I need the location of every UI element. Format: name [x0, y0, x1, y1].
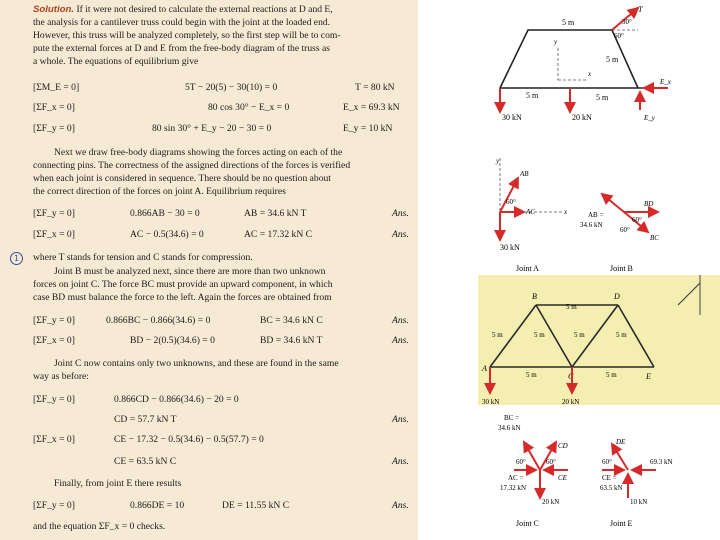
joint-c-label-ac-num: 17.32 kN [500, 484, 527, 492]
truss-dim-bc: 5 m [534, 331, 545, 339]
paragraph-solution-line-1 [33, 4, 333, 16]
p6-line: and the equation ΣF_x = 0 checks. [33, 521, 166, 532]
fbd-axis-y-label: y [554, 38, 558, 46]
eq2-label-1: [ΣF_x = 0] [33, 229, 75, 240]
truss-load-30-label: 30 kN [482, 398, 500, 406]
figure-joints-ce [478, 406, 720, 540]
joint-c-caption: Joint C [516, 519, 539, 528]
eq1-res-0: T = 80 kN [355, 82, 395, 93]
joint-b-label-bc: BC [650, 234, 659, 242]
eq3-eq-0: 0.866BC − 0.866(34.6) = 0 [106, 315, 211, 326]
eq2-eq-1: AC − 0.5(34.6) = 0 [130, 229, 204, 240]
eq1-label-2: [ΣF_y = 0] [33, 123, 75, 134]
truss-load-20-label: 20 kN [562, 398, 580, 406]
truss-background [478, 275, 720, 405]
fbd-axis-x-label: x [588, 70, 592, 78]
p1-line-3: pute the external forces at D and E from the free-body diagram of the truss as [33, 43, 331, 54]
eq4-ans-3: Ans. [392, 456, 409, 467]
truss-dim-ac: 5 m [526, 371, 537, 379]
eq4-label-0: [ΣF_y = 0] [33, 394, 75, 405]
joint-e-label-de: DE [616, 438, 626, 446]
eq3-eq-1: BD − 2(0.5)(34.6) = 0 [130, 335, 215, 346]
joint-a-caption: Joint A [516, 264, 539, 273]
eq1-eq-0: 5T − 20(5) − 30(10) = 0 [185, 82, 278, 93]
p1-line-4: a whole. The equations of equilibrium give [33, 56, 199, 67]
truss-node-b: B [532, 292, 537, 301]
joint-c-label-ce: CE [558, 474, 567, 482]
p3-line-3: case BD must balance the force to the left. Again the forces are obtained from [33, 292, 332, 303]
joint-c-label-bc: BC = [504, 414, 520, 422]
eq1-res-1: E_x = 69.3 kN [343, 102, 400, 113]
joint-e-force-de [612, 444, 628, 470]
eq2-eq-0: 0.866AB − 30 = 0 [130, 208, 200, 219]
fbd-dim-bottom-left: 5 m [526, 91, 539, 100]
eq5-label-0: [ΣF_y = 0] [33, 500, 75, 511]
joint-c-angle-2: 60° [546, 458, 556, 466]
eq3-ans-0: Ans. [392, 315, 409, 326]
joint-c-force-bc [524, 442, 540, 470]
truss-dim-bd: 5 m [566, 303, 577, 311]
p4-line-0: Joint C now contains only two unknowns, and these are found in the same [54, 358, 339, 369]
p1-line-0: If it were not desired to calculate the external reactions at D and E, [76, 4, 333, 15]
joint-e-label-ex: 69.3 kN [650, 458, 673, 466]
eq4-eq-3: CE = 63.5 kN C [114, 456, 177, 467]
eq1-label-1: [ΣF_x = 0] [33, 102, 75, 113]
joint-a-load-label: 30 kN [500, 243, 520, 252]
joint-c-load-label: 20 kN [542, 498, 560, 506]
joint-e-caption: Joint E [610, 519, 633, 528]
joint-b-caption: Joint B [610, 264, 633, 273]
joint-e-label-ce-num: 63.5 kN [600, 484, 623, 492]
p2-line-2: when each joint is considered in sequence. There should be no question about [33, 173, 331, 184]
eq2-res-1: AC = 17.32 kN C [244, 229, 313, 240]
joint-a-force-ab [500, 178, 518, 212]
joint-b-angle-2: 60° [620, 226, 630, 234]
p3-line-1: Joint B must be analyzed next, since there are more than two unknown [54, 266, 326, 277]
eq4-ans-1: Ans. [392, 414, 409, 425]
eq4-eq-0: 0.866CD − 0.866(34.6) − 20 = 0 [114, 394, 239, 405]
fbd-angle-30: 30° [622, 18, 632, 26]
truss-node-c: C [568, 372, 574, 381]
fbd-dim-side: 5 m [606, 55, 619, 64]
fbd-angle-60: 60° [614, 32, 624, 40]
figure-fbd-and-joints-ab [488, 0, 720, 273]
truss-dim-ab: 5 m [492, 331, 503, 339]
joint-c-label-ac: AC = [508, 474, 524, 482]
joint-b-force-ab [602, 194, 624, 212]
truss-node-d: D [614, 292, 620, 301]
p3-line-2: forces on joint C. The force BC must provide an upward component, in which [33, 279, 333, 290]
joint-c-angle-1: 60° [516, 458, 526, 466]
p2-line-0: Next we draw free-body diagrams showing the forces acting on each of the [54, 147, 343, 158]
fbd-dim-bottom-right: 5 m [596, 93, 609, 102]
fbd-label-ey: E_y [644, 114, 655, 122]
joint-a-axis-x: x [564, 208, 568, 216]
solution-label: Solution. [33, 4, 75, 15]
joint-a-label-ab: AB [520, 170, 529, 178]
p2-line-3: the correct direction of the forces on joint A. Equilibrium requires [33, 186, 286, 197]
joint-e-label-ce: CE = [602, 474, 617, 482]
fbd-load-20-label: 20 kN [572, 113, 592, 122]
eq1-eq-2: 80 sin 30° + E_y − 20 − 30 = 0 [152, 123, 272, 134]
p4-line-1: way as before: [33, 371, 89, 382]
joint-b-label-bd: BD [644, 200, 654, 208]
p1-line-1: the analysis for a cantilever truss could begin with the joint at the loaded end. [33, 17, 331, 28]
eq3-ans-1: Ans. [392, 335, 409, 346]
eq3-label-1: [ΣF_x = 0] [33, 335, 75, 346]
eq4-eq-2: CE − 17.32 − 0.5(34.6) − 0.5(57.7) = 0 [114, 434, 264, 445]
eq3-label-0: [ΣF_y = 0] [33, 315, 75, 326]
joint-b-label-ab-num: 34.6 kN [580, 221, 603, 229]
fbd-label-ex: E_x [660, 78, 671, 86]
eq2-res-0: AB = 34.6 kN T [244, 208, 307, 219]
eq5-eq-0: 0.866DE = 10 [130, 500, 185, 511]
joint-a-axis-y: y [496, 157, 500, 165]
p3-line-0: where T stands for tension and C stands for compression. [33, 252, 253, 263]
eq2-label-0: [ΣF_y = 0] [33, 208, 75, 219]
truss-node-a: A [482, 364, 487, 373]
truss-node-e: E [646, 372, 651, 381]
truss-dim-ce: 5 m [606, 371, 617, 379]
eq4-eq-1: CD = 57.7 kN T [114, 414, 177, 425]
note-marker: 1 [10, 252, 23, 265]
eq1-label-0: [ΣM_E = 0] [33, 82, 80, 93]
joint-a-angle: 60° [506, 198, 516, 206]
eq5-res-0: DE = 11.55 kN C [222, 500, 290, 511]
figure-truss [478, 275, 720, 405]
joint-e-angle: 60° [602, 458, 612, 466]
truss-dim-cd: 5 m [574, 331, 585, 339]
truss-dim-de: 5 m [616, 331, 627, 339]
fbd-load-30-label: 30 kN [502, 113, 522, 122]
joint-b-label-ab: AB = [588, 211, 604, 219]
fbd-label-t: T [638, 5, 643, 14]
p1-line-2: However, this truss will be analyzed completely, so the first step will be to com- [33, 30, 341, 41]
eq1-res-2: E_y = 10 kN [343, 123, 393, 134]
p5-line: Finally, from joint E there results [54, 478, 182, 489]
joint-e-label-ey: 10 kN [630, 498, 648, 506]
joint-b-angle-1: 60° [632, 216, 642, 224]
fbd-dim-top: 5 m [562, 18, 575, 27]
joint-c-label-bc-num: 34.6 kN [498, 424, 521, 432]
eq3-res-0: BC = 34.6 kN C [260, 315, 323, 326]
eq5-ans-0: Ans. [392, 500, 409, 511]
eq3-res-1: BD = 34.6 kN T [260, 335, 323, 346]
eq2-ans-0: Ans. [392, 208, 409, 219]
eq4-label-2: [ΣF_x = 0] [33, 434, 75, 445]
p2-line-1: connecting pins. The correctness of the assigned directions of the forces is verified [33, 160, 351, 171]
eq1-eq-1: 80 cos 30° − E_x = 0 [208, 102, 290, 113]
joint-a-label-ac: AC [526, 208, 535, 216]
joint-c-label-cd: CD [558, 442, 568, 450]
eq2-ans-1: Ans. [392, 229, 409, 240]
